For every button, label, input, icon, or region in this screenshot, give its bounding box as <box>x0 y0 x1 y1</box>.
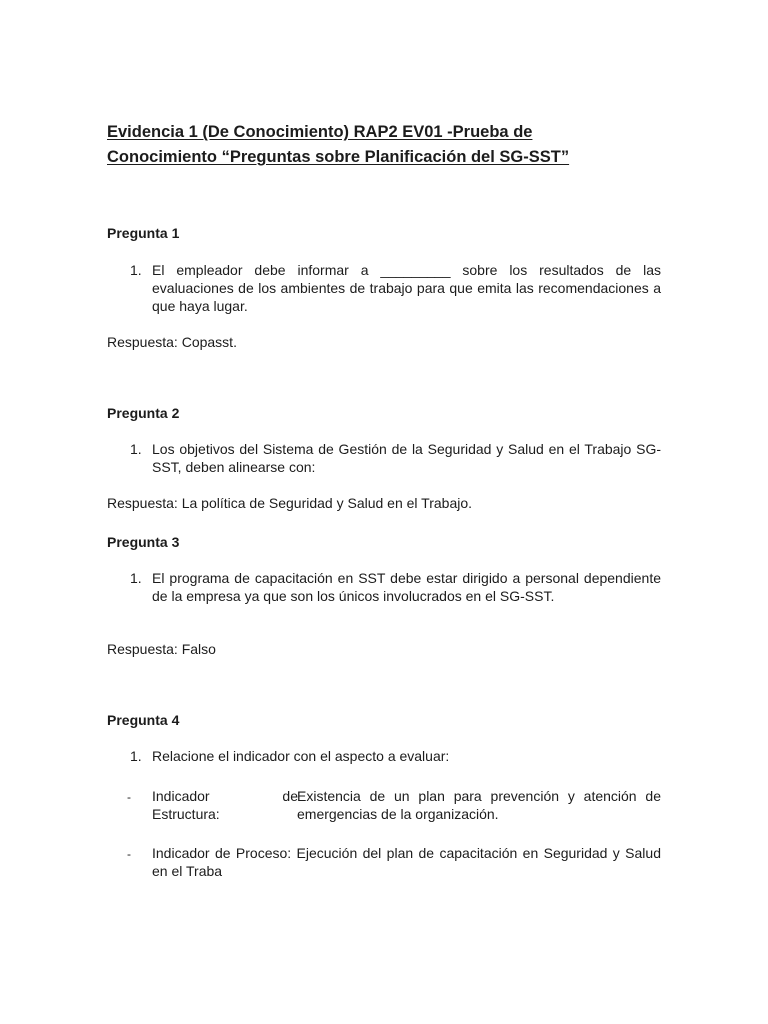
indicator-structure-label <box>152 787 298 823</box>
question-1-number: 1. <box>130 262 142 278</box>
title-line-2: Conocimiento “Preguntas sobre Planificación del SG-SST” <box>107 148 570 166</box>
question-1-text: El empleador debe informar a _________ sobre los resultados de las evaluaciones de los ambientes de trabajo para que emita las recomendaciones a que haya lugar. <box>152 262 661 314</box>
question-3-number: 1. <box>130 570 142 586</box>
question-1-heading: Pregunta 1 <box>107 225 180 241</box>
question-4-number: 1. <box>130 748 142 764</box>
bullet-dash: - <box>127 790 131 804</box>
question-4-heading: Pregunta 4 <box>107 712 180 728</box>
bullet-dash: - <box>127 847 131 861</box>
title-line-1: Evidencia 1 (De Conocimiento) RAP2 EV01 -Prueba de <box>107 123 533 141</box>
indicator-process-text: Indicador de Proceso: Ejecución del plan de capacitación en Seguridad y Salud en el Traba <box>152 845 661 879</box>
indicator-structure-label-line-1: Indicador de <box>152 788 298 804</box>
page-title <box>107 120 607 170</box>
question-3-answer: Respuesta: Falso <box>107 641 216 657</box>
question-2-number: 1. <box>130 441 142 457</box>
question-2-text: Los objetivos del Sistema de Gestión de la Seguridad y Salud en el Trabajo SG-SST, deben alinearse con: <box>152 441 661 475</box>
question-4-text: Relacione el indicador con el aspecto a evaluar: <box>152 748 450 764</box>
question-3-heading: Pregunta 3 <box>107 534 180 550</box>
question-2-heading: Pregunta 2 <box>107 405 180 421</box>
indicator-structure-label-line-2: Estructura: <box>152 806 220 822</box>
question-3-text: El programa de capacitación en SST debe estar dirigido a personal dependiente de la empresa ya que son los únicos involucrados en el SG-SST. <box>152 570 661 604</box>
question-1-answer: Respuesta: Copasst. <box>107 334 237 350</box>
indicator-structure-description: Existencia de un plan para prevención y atención de emergencias de la organización. <box>297 788 661 822</box>
question-2-answer: Respuesta: La política de Seguridad y Salud en el Trabajo. <box>107 495 473 511</box>
